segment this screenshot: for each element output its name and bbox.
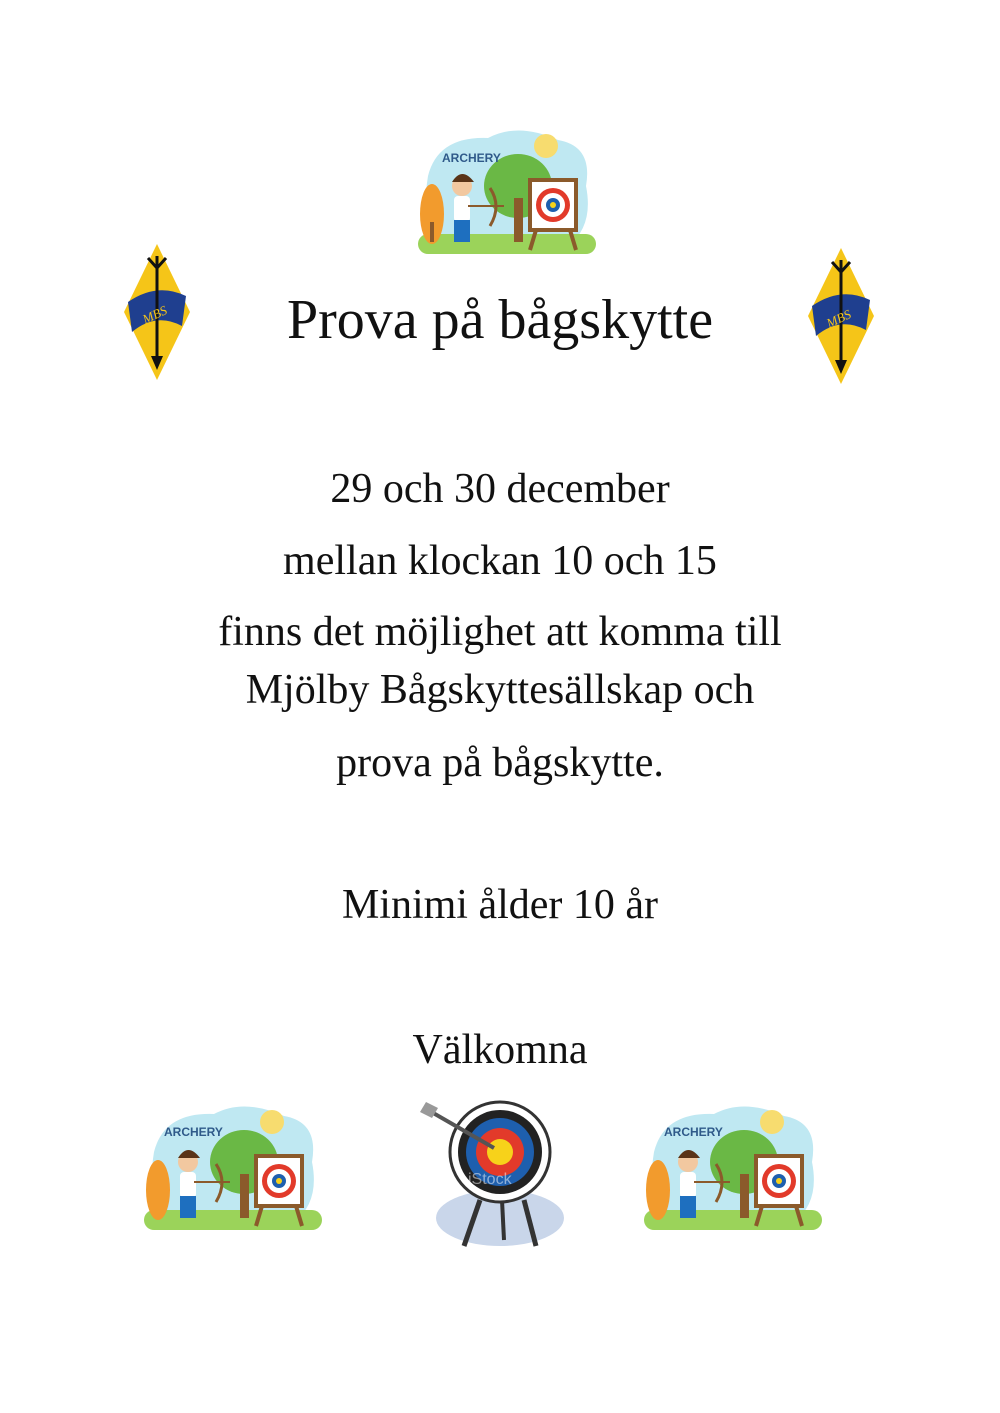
archery-badge-text: ARCHERY (442, 151, 501, 165)
info-line-2: Mjölby Bågskyttesällskap och (245, 667, 755, 713)
archery-illustration-bottom-left (144, 1102, 322, 1234)
archery-illustration-top (418, 126, 596, 258)
welcome-line: Välkomna (412, 1027, 588, 1073)
info-line-3: prova på bågskytte. (336, 740, 664, 786)
info-line-1: finns det möjlighet att komma till (218, 609, 782, 655)
age-line: Minimi ålder 10 år (341, 882, 659, 928)
archery-illustration-bottom-right (644, 1102, 822, 1234)
time-line: mellan klockan 10 och 15 (283, 538, 717, 584)
date-line: 29 och 30 december (330, 466, 670, 512)
target-with-arrow (420, 1100, 568, 1250)
club-logo-text: MBS (824, 306, 854, 331)
page-title: Prova på bågskytte (286, 289, 714, 351)
club-logo-text: MBS (140, 302, 170, 327)
watermark-text: iStock (468, 1171, 512, 1188)
archery-badge-text: ARCHERY (664, 1125, 723, 1139)
archery-badge-text: ARCHERY (164, 1125, 223, 1139)
